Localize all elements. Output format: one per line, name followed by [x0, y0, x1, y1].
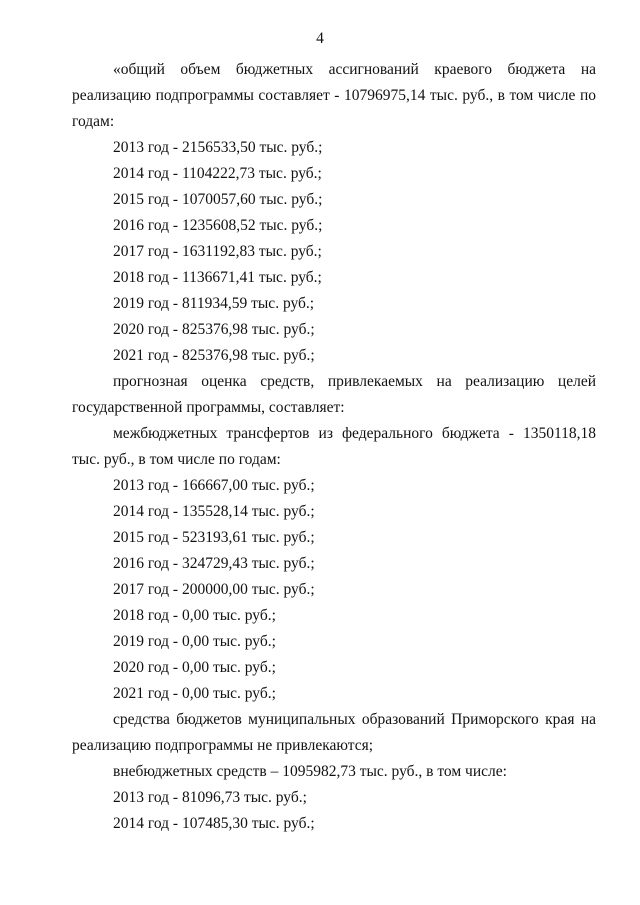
text-line: 2020 год - 825376,98 тыс. руб.;: [113, 321, 315, 338]
text-line: 2019 год - 811934,59 тыс. руб.;: [113, 295, 315, 312]
text-line: тыс. руб., в том числе по годам:: [72, 451, 281, 468]
text-line: 2018 год - 1136671,41 тыс. руб.;: [113, 269, 322, 286]
text-line: внебюджетных средств – 1095982,73 тыс. руб., в том числе:: [113, 763, 507, 780]
text-line: 2014 год - 107485,30 тыс. руб.;: [113, 815, 315, 832]
text-line: 2017 год - 1631192,83 тыс. руб.;: [113, 243, 322, 260]
page-number: 4: [316, 30, 324, 47]
text-line: 2013 год - 166667,00 тыс. руб.;: [113, 477, 315, 494]
text-line: 2021 год - 825376,98 тыс. руб.;: [113, 347, 315, 364]
text-line: 2015 год - 1070057,60 тыс. руб.;: [113, 191, 323, 208]
text-line: 2016 год - 1235608,52 тыс. руб.;: [113, 217, 323, 234]
text-line: 2014 год - 1104222,73 тыс. руб.;: [113, 165, 322, 182]
text-line: 2014 год - 135528,14 тыс. руб.;: [113, 503, 315, 520]
text-line: 2017 год - 200000,00 тыс. руб.;: [113, 581, 315, 598]
text-line: государственной программы, составляет:: [72, 399, 345, 416]
text-line: 2016 год - 324729,43 тыс. руб.;: [113, 555, 315, 572]
text-line: 2019 год - 0,00 тыс. руб.;: [113, 633, 276, 650]
text-line: средства бюджетов муниципальных образований Приморского края на: [113, 711, 596, 728]
text-line: 2013 год - 2156533,50 тыс. руб.;: [113, 139, 323, 156]
text-line: 2015 год - 523193,61 тыс. руб.;: [113, 529, 315, 546]
text-line: реализацию подпрограммы не привлекаются;: [72, 737, 374, 754]
text-line: прогнозная оценка средств, привлекаемых на реализацию целей: [113, 373, 596, 390]
text-line: 2020 год - 0,00 тыс. руб.;: [113, 659, 276, 676]
text-line: 2013 год - 81096,73 тыс. руб.;: [113, 789, 307, 806]
text-line: 2021 год - 0,00 тыс. руб.;: [113, 685, 276, 702]
text-line: межбюджетных трансфертов из федерального бюджета - 1350118,18: [113, 425, 596, 442]
text-line: «общий объем бюджетных ассигнований краевого бюджета на: [113, 61, 596, 78]
text-line: годам:: [72, 113, 115, 130]
text-line: 2018 год - 0,00 тыс. руб.;: [113, 607, 276, 624]
text-line: реализацию подпрограммы составляет - 10796975,14 тыс. руб., в том числе по: [72, 87, 596, 104]
